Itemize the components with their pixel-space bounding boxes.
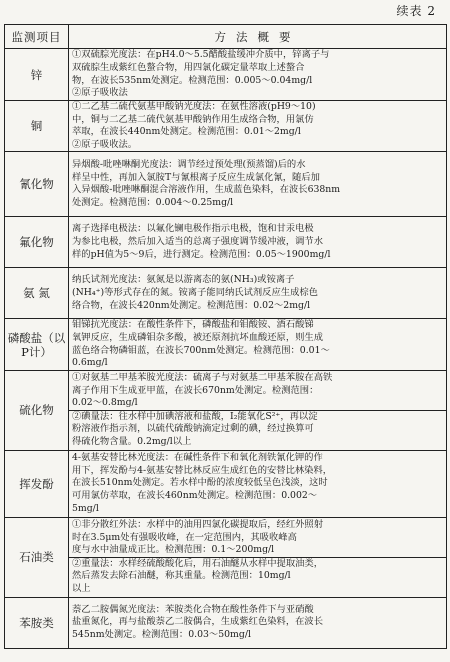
monitoring-item: 锌 <box>5 49 69 101</box>
method-text-line: 钼锑抗光度法：在酸性条件下，磷酸盐和钼酸铵、酒石酸锑 <box>72 319 314 331</box>
method-text-line: 可用氯仿萃取，在波长460nm处测定。检测范围：0.002～ <box>72 490 318 502</box>
method-text-line: 度与水中油量成正比。检测范围：0.1～200mg/l <box>72 544 275 556</box>
monitoring-item: 挥发酚 <box>5 450 69 517</box>
method-text-line: 样呈中性，再加入氯胺T与氰根离子反应生成氯化氰，随后加 <box>72 171 320 183</box>
method-text-line: 为参比电极，然后加入适当的总离子强度调节缓冲液，调节水 <box>72 236 324 248</box>
method-text-line: ①对氨基二甲基苯胺光度法：硫离子与对氨基二甲基苯胺在高铁 <box>72 371 333 383</box>
method-text-line: 0.6mg/l <box>72 357 108 369</box>
method-text-line: ①双硫腙光度法：在pH4.0～5.5醋酸盐缓冲介质中，锌离子与 <box>72 49 330 61</box>
method-text-line: (NH₄⁺)等形式存在的氮。铵离子能同纳氏试剂反应生成棕色 <box>72 287 318 299</box>
table-row <box>5 152 447 217</box>
method-summary <box>69 319 447 370</box>
table-row <box>5 517 447 597</box>
method-text-line: ②原子吸收法。 <box>72 138 138 150</box>
method-text-line: 以上 <box>72 582 91 594</box>
method-text-line: 离子作用下生成亚甲蓝，在波长670nm处测定。检测范围： <box>72 384 319 396</box>
monitoring-item: 磷酸盐（以P计） <box>5 319 69 370</box>
method-text-line: 用下，挥发酚与4-氨基安替比林反应生成红色的安替比林染料， <box>72 464 333 476</box>
method-text-line: 4-氨基安替比林光度法：在碱性条件下和氧化剂铁氰化钾的作 <box>72 452 323 464</box>
method-summary <box>69 101 447 152</box>
method-summary <box>69 597 447 648</box>
method-summary <box>69 49 447 101</box>
method-text-line: 双硫腙生成紫红色螯合物，用四氯化碳定量萃取上述螯合 <box>72 61 305 73</box>
method-text-line: 异烟酸-吡唑啉酮光度法：调节经过预处理(预蒸馏)后的水 <box>72 159 306 171</box>
method-text-line: ①二乙基二硫代氨基甲酸钠光度法：在氨性溶液(pH9～10) <box>72 101 316 112</box>
method-table <box>4 24 447 649</box>
method-text-line: 蓝色络合物磷钼蓝，在波长700nm处测定。检测范围：0.01～ <box>72 344 330 356</box>
method-summary <box>69 152 447 217</box>
table-row <box>5 49 447 101</box>
method-text-line: 氧钾反应，生成磷钼杂多酸，被还原剂抗坏血酸还原，则生成 <box>72 331 324 343</box>
table-row <box>5 597 447 648</box>
method-text-line: 5mg/l <box>72 502 99 514</box>
method-summary <box>69 450 447 517</box>
method-text-line: 入异烟酸-吡唑啉酮混合溶液作用，生成蓝色染料，在波长638nm <box>72 184 341 196</box>
monitoring-item: 石油类 <box>5 517 69 597</box>
monitoring-item: 氨 氮 <box>5 268 69 319</box>
method-text-line: 纳氏试剂光度法：氨氮是以游离态的氨(NH₃)或铵离子 <box>72 274 295 286</box>
table-header-row <box>5 25 447 49</box>
method-text-line: 得硫化物含量。0.2mg/l以上 <box>72 435 192 447</box>
method-text-line: ①非分散红外法：水样中的油用四氯化碳提取后，经红外照射 <box>72 518 324 530</box>
table-row <box>5 370 447 450</box>
monitoring-item: 铜 <box>5 101 69 152</box>
table-row <box>5 450 447 517</box>
method-text-line: 样的pH值为5～9后，进行测定。检测范围：0.05～1900mg/l <box>72 248 331 260</box>
monitoring-item: 苯胺类 <box>5 597 69 648</box>
method-text-line: 萘乙二胺偶氮光度法：苯胺类化合物在酸性条件下与亚硝酸 <box>72 603 314 615</box>
column-header-method: 方法概要 <box>69 25 447 49</box>
continued-label: 续表 2 <box>396 4 436 18</box>
table-row <box>5 101 447 152</box>
method-text-line: 萃取，在波长440nm处测定。检测范围：0.01～2mg/l <box>72 126 301 138</box>
method-summary <box>69 217 447 268</box>
method-text-line: 盐重氮化，再与盐酸萘乙二胺偶合，生成紫红色染料，在波长 <box>72 616 324 628</box>
method-text-line: 545nm处测定。检测范围：0.03～50mg/l <box>72 629 251 641</box>
method-text-line: 处测定。检测范围：0.004～0.25mg/l <box>72 196 234 208</box>
method-text-line: ②重量法：水样经硫酸酸化后，用石油醚从水样中提取油类， <box>72 557 324 569</box>
method-text-line: 粉溶液作指示剂，以硫代硫酸钠滴定过剩的碘，经过换算可 <box>72 423 314 435</box>
monitoring-item: 硫化物 <box>5 370 69 450</box>
method-text-line: 中，铜与二乙基二硫代氨基甲酸钠作用生成络合物，用氯仿 <box>72 113 314 125</box>
monitoring-item: 氟化物 <box>5 217 69 268</box>
method-summary <box>69 517 447 597</box>
method-text-line: 然后蒸发去除石油醚，称其重量。检测范围：10mg/l <box>72 570 291 582</box>
method-text-line: ②原子吸收法 <box>72 87 128 99</box>
column-header-item: 监测项目 <box>5 25 69 49</box>
method-text-line: 0.02～0.8mg/l <box>72 397 138 409</box>
method-text-line: 时在3.5μm处有强吸收峰，在一定范围内，其吸收峰高 <box>72 531 297 543</box>
method-text-line: 离子选择电极法：以氟化镧电极作指示电极，饱和甘汞电极 <box>72 223 314 235</box>
method-summary <box>69 268 447 319</box>
method-summary <box>69 370 447 450</box>
method-text-line: 在波长510nm处测定。若水样中酚的浓度较低呈色浅淡，这时 <box>72 477 328 489</box>
method-text-line: 络合物，在波长420nm处测定。检测范围：0.02～2mg/l <box>72 299 311 311</box>
method-text-line: ②碘量法：往水样中加碘溶液和盐酸，I₂能氧化S²⁺，再以淀 <box>72 410 318 422</box>
table-row <box>5 319 447 370</box>
monitoring-item: 氰化物 <box>5 152 69 217</box>
table-row <box>5 268 447 319</box>
table-row <box>5 217 447 268</box>
method-text-line: 物，在波长535nm处测定。检测范围：0.005～0.04mg/l <box>72 74 313 86</box>
